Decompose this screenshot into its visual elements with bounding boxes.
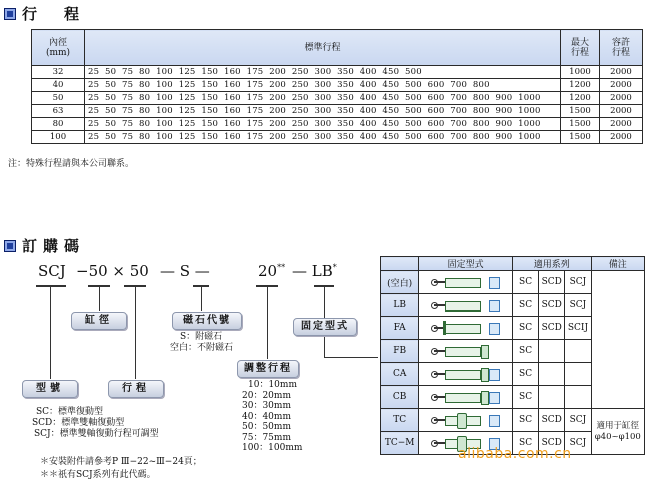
single-clevis-icon xyxy=(431,367,501,381)
watermark: alibaba.com.cn xyxy=(458,446,572,462)
mount-series-cell xyxy=(539,386,565,409)
footnote: ＊＊祇有SCJ系列有此代碼。 xyxy=(40,470,156,480)
allow-cell: 2000 xyxy=(600,131,643,144)
mount-diagram-cell xyxy=(419,409,513,432)
allow-cell: 2000 xyxy=(600,118,643,131)
mount-code: CB xyxy=(381,386,419,409)
footnotes xyxy=(40,456,202,482)
mount-code: FB xyxy=(381,340,419,363)
header-max-stroke: 最大 行程 xyxy=(561,30,600,66)
connector-line xyxy=(324,357,378,358)
strokes-cell: 25 50 75 80 100 125 150 160 175 200 250 300 350 400 450 500 600 700 800 900 1000 xyxy=(85,118,561,131)
mount-header-remark: 備注 xyxy=(591,257,644,271)
adjust-option: 20：20mm xyxy=(242,390,291,401)
front-flange-icon xyxy=(431,321,501,335)
mount-row xyxy=(381,271,645,294)
max-cell: 1000 xyxy=(561,66,600,79)
basic-cylinder-icon xyxy=(431,275,501,289)
model-desc-line: SC：標準復動型 xyxy=(36,407,104,417)
code-mount: — LB* xyxy=(292,262,337,280)
section-bullet-icon xyxy=(4,8,16,20)
mount-table xyxy=(380,256,645,455)
code-adjust: 20** xyxy=(258,262,286,280)
mount-diagram-cell xyxy=(419,386,513,409)
code-bore-stroke: −50 × 50 xyxy=(76,262,149,280)
max-cell: 1500 xyxy=(561,105,600,118)
mount-diagram-cell xyxy=(419,271,513,294)
label-magnet: 磁石代號 xyxy=(172,312,242,330)
stroke-row xyxy=(32,118,643,131)
rear-flange-icon xyxy=(431,344,501,358)
bore-cell: 40 xyxy=(32,79,85,92)
section-title-order-code: 訂購碼 xyxy=(22,237,86,255)
mount-series-cell: SC xyxy=(512,317,538,340)
code-series: SCJ xyxy=(38,262,66,280)
mount-series-cell xyxy=(565,363,591,386)
adjust-option: 40：40mm xyxy=(242,411,291,422)
bore-cell: 80 xyxy=(32,118,85,131)
magnet-desc xyxy=(170,332,233,354)
bore-cell: 50 xyxy=(32,92,85,105)
stroke-row xyxy=(32,105,643,118)
mount-series-cell: SC xyxy=(512,386,538,409)
model-desc-line: SCJ：標準雙軸復動行程可調型 xyxy=(34,429,159,439)
label-stroke: 行程 xyxy=(108,380,164,398)
double-clevis-icon xyxy=(431,390,501,404)
mount-series-cell: SC xyxy=(512,340,538,363)
max-cell: 1500 xyxy=(561,118,600,131)
strokes-cell: 25 50 75 80 100 125 150 160 175 200 250 300 350 400 450 500 600 700 800 900 1000 xyxy=(85,105,561,118)
mount-code: TC−M xyxy=(381,432,419,455)
label-adjust: 調整行程 xyxy=(237,360,299,378)
max-cell: 1500 xyxy=(561,131,600,144)
adjust-option: 30：30mm xyxy=(242,401,291,411)
mount-code: FA xyxy=(381,317,419,340)
strokes-cell: 25 50 75 80 100 125 150 160 175 200 250 300 350 400 450 500 600 700 800 xyxy=(85,79,561,92)
strokes-cell: 25 50 75 80 100 125 150 160 175 200 250 300 350 400 450 500 600 700 800 900 1000 xyxy=(85,92,561,105)
mount-series-cell: SC xyxy=(512,271,538,294)
mount-series-cell xyxy=(539,340,565,363)
mount-code: LB xyxy=(381,294,419,317)
mount-series-cell: SCJ xyxy=(565,294,591,317)
allow-cell: 2000 xyxy=(600,66,643,79)
model-desc-line: SCD：標準雙軸復動型 xyxy=(32,418,125,428)
mount-header-code xyxy=(381,257,419,271)
mount-remark-cell xyxy=(591,271,644,409)
allow-cell: 2000 xyxy=(600,92,643,105)
magnet-desc-line: S：附磁石 xyxy=(180,332,223,342)
stroke-row xyxy=(32,92,643,105)
bore-cell: 63 xyxy=(32,105,85,118)
adjust-option: 100：100mm xyxy=(242,443,303,453)
header-allow-stroke: 容許 行程 xyxy=(600,30,643,66)
footnote: ＊安裝附件請參考P Ⅲ−22~Ⅲ−24頁； xyxy=(40,457,202,467)
mount-header-type: 固定型式 xyxy=(419,257,513,271)
mount-series-cell: SCD xyxy=(539,317,565,340)
connector-line xyxy=(99,287,100,311)
mount-series-cell: SCD xyxy=(539,271,565,294)
mount-series-cell: SCIJ xyxy=(565,317,591,340)
adjust-option: 10：10mm xyxy=(248,380,297,390)
trunnion-icon xyxy=(431,413,501,427)
model-desc xyxy=(32,407,159,440)
adjust-option: 75：75mm xyxy=(242,432,291,443)
bore-cell: 32 xyxy=(32,66,85,79)
max-cell: 1200 xyxy=(561,92,600,105)
mount-series-cell xyxy=(565,386,591,409)
mount-series-cell xyxy=(565,340,591,363)
strokes-cell: 25 50 75 80 100 125 150 160 175 200 250 300 350 400 450 500 600 700 800 900 1000 xyxy=(85,131,561,144)
mount-series-cell: SCD xyxy=(539,409,565,432)
mount-diagram-cell xyxy=(419,340,513,363)
label-bore: 缸徑 xyxy=(71,312,127,330)
label-model: 型號 xyxy=(22,380,78,398)
mount-series-cell: SC xyxy=(512,363,538,386)
stroke-row xyxy=(32,79,643,92)
label-mount: 固定型式 xyxy=(293,318,357,336)
underline xyxy=(36,285,66,287)
connector-line xyxy=(201,287,202,311)
header-bore: 內徑 (mm) xyxy=(32,30,85,66)
magnet-desc-line: 空白：不附磁石 xyxy=(170,343,234,353)
allow-cell: 2000 xyxy=(600,79,643,92)
adjust-desc xyxy=(242,380,302,454)
mount-series-cell: SCD xyxy=(539,432,565,455)
mount-diagram-cell xyxy=(419,294,513,317)
strokes-cell: 25 50 75 80 100 125 150 160 175 200 250 300 350 400 450 500 xyxy=(85,66,561,79)
mount-header-series: 適用系列 xyxy=(512,257,591,271)
foot-mount-icon xyxy=(431,298,501,312)
stroke-note: 注：特殊行程請與本公司聯系。 xyxy=(8,159,135,169)
mount-series-cell: SC xyxy=(512,432,538,455)
connector-line xyxy=(267,287,268,359)
allow-cell: 2000 xyxy=(600,105,643,118)
code-magnet: — S — xyxy=(160,262,210,280)
mount-series-cell xyxy=(539,363,565,386)
bore-cell: 100 xyxy=(32,131,85,144)
mount-series-cell: SCD xyxy=(539,294,565,317)
mount-code: TC xyxy=(381,409,419,432)
mount-series-cell: SCJ xyxy=(565,409,591,432)
max-cell: 1200 xyxy=(561,79,600,92)
mount-series-cell: SCJ xyxy=(565,271,591,294)
connector-line xyxy=(50,287,51,379)
mount-series-cell: SC xyxy=(512,294,538,317)
mount-diagram-cell xyxy=(419,363,513,386)
section-title-stroke: 行 程 xyxy=(22,5,86,23)
stroke-table xyxy=(31,29,643,144)
mount-code: CA xyxy=(381,363,419,386)
mount-series-cell: SC xyxy=(512,409,538,432)
connector-line xyxy=(135,287,136,379)
mount-row xyxy=(381,409,645,432)
stroke-row xyxy=(32,66,643,79)
stroke-row xyxy=(32,131,643,144)
mount-series-cell: SCJ xyxy=(565,432,591,455)
mount-remark: 適用于缸徑 φ40~φ100 xyxy=(591,409,644,455)
adjust-option: 50：50mm xyxy=(242,422,291,432)
header-standard-stroke: 標準行程 xyxy=(85,30,561,66)
mount-code: (空白) xyxy=(381,271,419,294)
mount-diagram-cell xyxy=(419,317,513,340)
section-bullet-icon xyxy=(4,240,16,252)
